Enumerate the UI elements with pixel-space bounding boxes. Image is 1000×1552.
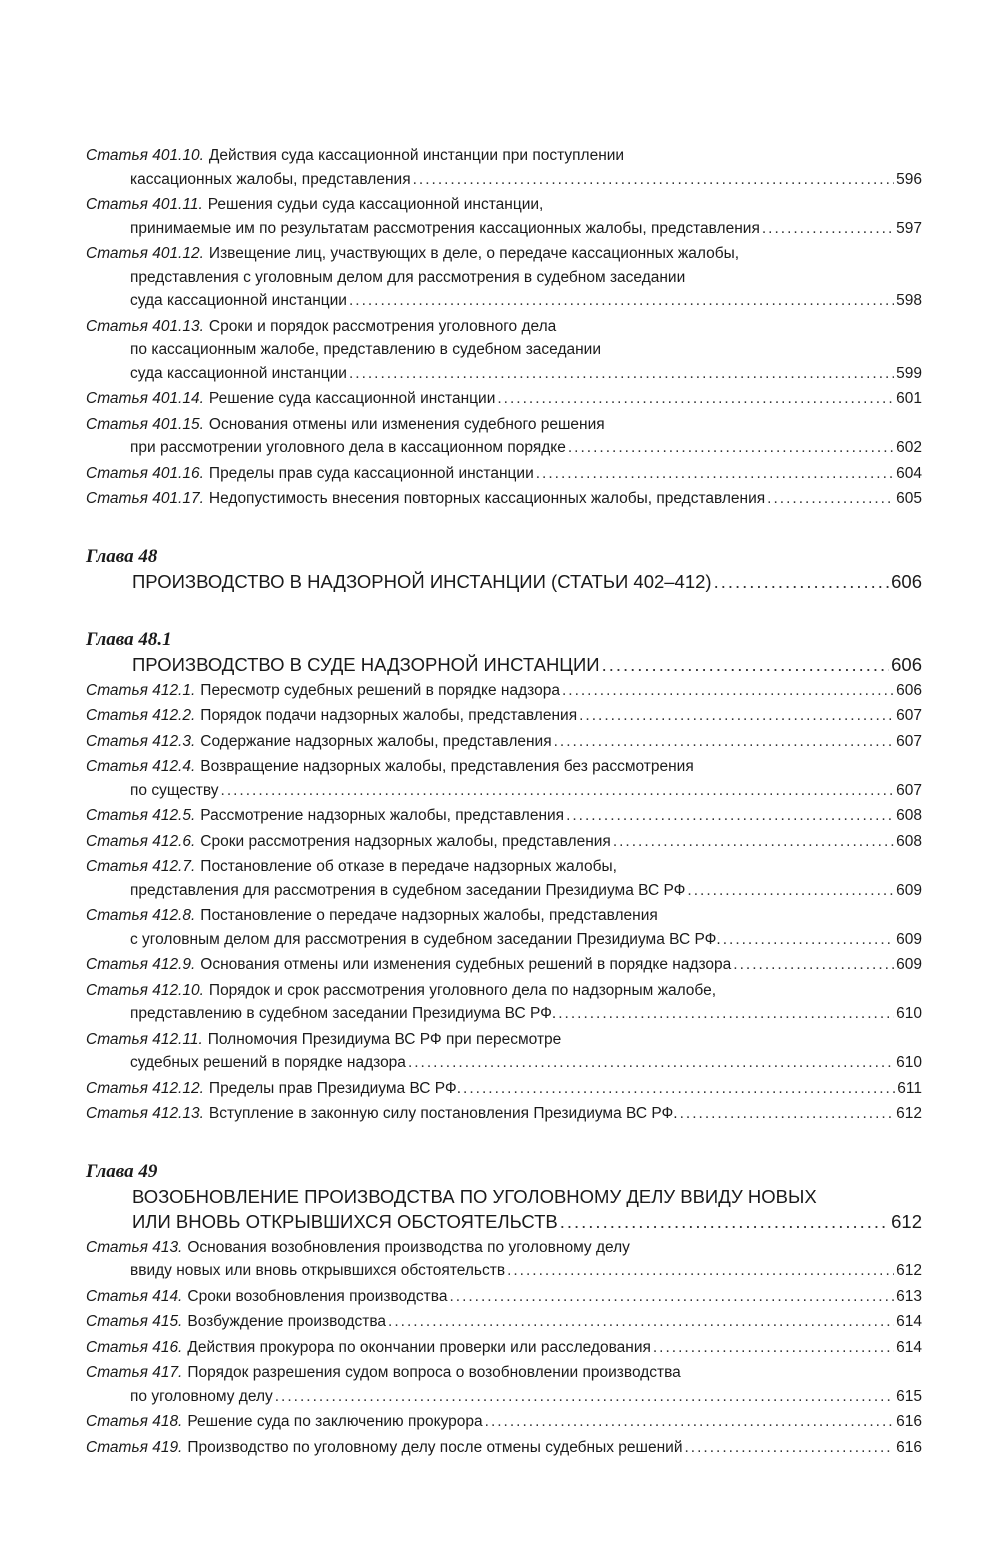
- article-title: Рассмотрение надзорных жалобы, представления: [200, 807, 565, 824]
- page-number: 606: [891, 570, 922, 592]
- toc-entry-line: [86, 387, 922, 411]
- leader-dots: [562, 679, 894, 703]
- leader-dots: [463, 1077, 895, 1101]
- toc-entry[interactable]: [86, 679, 922, 703]
- page-number: 609: [896, 881, 922, 899]
- leader-dots: [558, 1002, 894, 1026]
- toc-entry[interactable]: [86, 1077, 922, 1101]
- article-title: Производство по уголовному делу после отмены судебных решений: [187, 1438, 683, 1456]
- toc-entry-line: [86, 1259, 922, 1283]
- page-number: 607: [896, 732, 922, 750]
- toc-entry[interactable]: [86, 904, 922, 951]
- toc-entry-line: [86, 413, 922, 437]
- article-title: Сроки и порядок рассмотрения уголовного дела: [208, 317, 557, 335]
- toc-entry[interactable]: [86, 1028, 922, 1075]
- toc-entry-line: [86, 487, 922, 511]
- toc-entry[interactable]: [86, 1285, 922, 1309]
- toc-entry-line: [86, 436, 922, 460]
- toc-section: [86, 628, 922, 1126]
- page-number: 607: [896, 781, 922, 799]
- leader-dots: [714, 569, 890, 594]
- toc-entry[interactable]: [86, 730, 922, 754]
- article-title: при рассмотрении уголовного дела в кассационном порядке: [130, 439, 566, 456]
- article-number: Статья 412.3.: [86, 732, 196, 750]
- page-number: 602: [896, 439, 922, 456]
- leader-dots: [536, 462, 894, 486]
- chapter-label: Глава 49: [86, 1160, 158, 1182]
- article-number: Статья 412.12.: [86, 1079, 204, 1097]
- article-title: суда кассационной инстанции: [130, 292, 347, 309]
- page-number: 601: [896, 390, 922, 407]
- leader-dots: [349, 362, 894, 386]
- article-title: Решения судьи суда кассационной инстанции,: [207, 196, 544, 213]
- chapter-title: [86, 652, 922, 677]
- page-number: 610: [896, 1054, 922, 1071]
- toc-entry-line: [86, 362, 922, 386]
- chapter-title-line: [132, 1209, 922, 1234]
- leader-dots: [762, 217, 894, 241]
- toc-entry-line: [86, 804, 922, 828]
- article-title: Основания отмены или изменения судебных решений в порядке надзора: [200, 956, 732, 973]
- article-number: Статья 401.15.: [86, 415, 204, 433]
- page-number: 616: [896, 1438, 922, 1456]
- page-number: 596: [896, 170, 922, 188]
- article-title: Пределы прав Президиума ВС РФ.: [208, 1079, 462, 1097]
- toc-entry-line: [86, 1410, 922, 1434]
- article-title: с уголовным делом для рассмотрения в судебном заседании Президиума ВС РФ.: [130, 930, 721, 948]
- article-number: Статья 412.5.: [86, 807, 196, 824]
- leader-dots: [507, 1259, 894, 1283]
- leader-dots: [349, 289, 894, 313]
- article-number: Статья 412.11.: [86, 1030, 203, 1048]
- toc-entry[interactable]: [86, 1436, 922, 1460]
- leader-dots: [684, 1436, 894, 1460]
- article-title: Полномочия Президиума ВС РФ при пересмотре: [207, 1030, 562, 1048]
- toc-entry[interactable]: [86, 413, 922, 460]
- article-number: Статья 412.2.: [86, 707, 196, 724]
- leader-dots: [497, 387, 894, 411]
- article-title: Сроки рассмотрения надзорных жалобы, представления: [200, 832, 611, 850]
- toc-entry-line: [86, 953, 922, 977]
- article-title: Пределы прав суда кассационной инстанции: [208, 464, 534, 482]
- page-number: 612: [891, 1210, 922, 1232]
- toc-entry[interactable]: [86, 855, 922, 902]
- toc-entry-line: [86, 1051, 922, 1075]
- toc-entry-line: [86, 755, 922, 779]
- article-number: Статья 401.11.: [86, 196, 203, 213]
- chapter-label: Глава 48.1: [86, 628, 172, 650]
- toc-entry-line: [86, 1385, 922, 1409]
- page-number: 614: [896, 1338, 922, 1356]
- article-title: представления для рассмотрения в судебном заседании Президиума ВС РФ: [130, 881, 686, 899]
- leader-dots: [408, 1051, 894, 1075]
- article-title: Извещение лиц, участвующих в деле, о передаче кассационных жалобы,: [208, 245, 740, 262]
- article-title: Основания возобновления производства по уголовному делу: [187, 1238, 630, 1256]
- chapter-title-text: ПРОИЗВОДСТВО В НАДЗОРНОЙ ИНСТАНЦИИ (СТАТЬИ 402–412): [132, 570, 712, 592]
- toc-entry-line: [86, 704, 922, 728]
- article-title: по кассационным жалобе, представлению в судебном заседании: [130, 341, 601, 358]
- toc-entry[interactable]: [86, 144, 922, 191]
- toc-entry-line: [86, 315, 922, 339]
- toc-entry-line: [86, 462, 922, 486]
- article-number: Статья 419.: [86, 1438, 183, 1456]
- article-title: Основания отмены или изменения судебного решения: [208, 415, 605, 433]
- article-title: Недопустимость внесения повторных кассационных жалобы, представления: [208, 490, 766, 507]
- article-number: Статья 412.7.: [86, 858, 196, 875]
- article-number: Статья 416.: [86, 1338, 183, 1356]
- page-number: 608: [896, 807, 922, 824]
- toc-entry-line: [86, 904, 922, 928]
- page-number: 599: [896, 364, 922, 382]
- table-of-contents: [86, 144, 922, 1461]
- page-number: 609: [896, 956, 922, 973]
- chapter-title-text: ИЛИ ВНОВЬ ОТКРЫВШИХСЯ ОБСТОЯТЕЛЬСТВ: [132, 1210, 558, 1232]
- page-number: 598: [896, 292, 922, 309]
- toc-entry[interactable]: [86, 315, 922, 386]
- toc-entry-line: [86, 1236, 922, 1260]
- leader-dots: [485, 1410, 894, 1434]
- article-title: Постановление о передаче надзорных жалобы, представления: [200, 907, 658, 924]
- article-title: Решение суда кассационной инстанции: [208, 390, 496, 407]
- article-title: принимаемые им по результатам рассмотрения кассационных жалобы, представления: [130, 219, 760, 237]
- toc-entry[interactable]: [86, 462, 922, 486]
- toc-entry-line: [86, 1102, 922, 1126]
- leader-dots: [687, 879, 894, 903]
- article-number: Статья 412.8.: [86, 907, 196, 924]
- toc-section: [86, 1160, 922, 1460]
- page-number: 606: [891, 653, 922, 675]
- article-number: Статья 414.: [86, 1287, 183, 1305]
- toc-entry-line: [86, 242, 922, 266]
- chapter-title-line: [132, 652, 922, 677]
- article-number: Статья 401.12.: [86, 245, 204, 262]
- leader-dots: [566, 804, 894, 828]
- leader-dots: [275, 1385, 894, 1409]
- toc-entry[interactable]: [86, 1310, 922, 1334]
- toc-entry-line: [86, 266, 922, 290]
- toc-entry[interactable]: [86, 487, 922, 511]
- toc-entry[interactable]: [86, 387, 922, 411]
- article-title: представлению в судебном заседании Президиума ВС РФ.: [130, 1005, 557, 1022]
- article-number: Статья 412.13.: [86, 1105, 204, 1122]
- article-title: Порядок и срок рассмотрения уголовного дела по надзорным жалобе,: [208, 981, 717, 999]
- toc-entry-line: [86, 1336, 922, 1360]
- article-number: Статья 412.9.: [86, 956, 196, 973]
- toc-entry-line: [86, 928, 922, 952]
- toc-entry-line: [86, 1436, 922, 1460]
- leader-dots: [680, 1102, 895, 1126]
- article-number: Статья 412.10.: [86, 981, 204, 999]
- page-number: 612: [896, 1262, 922, 1279]
- leader-dots: [554, 730, 895, 754]
- page-number: 608: [896, 832, 922, 850]
- article-title: Постановление об отказе в передаче надзорных жалобы,: [200, 858, 617, 875]
- article-number: Статья 401.14.: [86, 390, 204, 407]
- article-number: Статья 401.17.: [86, 490, 204, 507]
- leader-dots: [767, 487, 894, 511]
- article-title: Содержание надзорных жалобы, представления: [200, 732, 552, 750]
- leader-dots: [579, 704, 894, 728]
- toc-entry[interactable]: [86, 830, 922, 854]
- toc-entry-line: [86, 217, 922, 241]
- article-title: Порядок подачи надзорных жалобы, представления: [200, 707, 578, 724]
- toc-entry-line: [86, 289, 922, 313]
- leader-dots: [221, 779, 895, 803]
- chapter-title-text: ПРОИЗВОДСТВО В СУДЕ НАДЗОРНОЙ ИНСТАНЦИИ: [132, 653, 600, 675]
- toc-entry-line: [86, 855, 922, 879]
- page-number: 609: [896, 930, 922, 948]
- chapter-title-line: [132, 1184, 922, 1209]
- article-title: представления с уголовным делом для рассмотрения в судебном заседании: [130, 268, 686, 286]
- article-number: Статья 418.: [86, 1413, 183, 1430]
- article-number: Статья 412.6.: [86, 832, 196, 850]
- article-title: по уголовному делу: [130, 1387, 273, 1405]
- toc-entry-line: [86, 730, 922, 754]
- article-title: Сроки возобновления производства: [187, 1287, 448, 1305]
- article-number: Статья 412.4.: [86, 758, 196, 775]
- chapter-title-line: [132, 569, 922, 594]
- article-title: Действия суда кассационной инстанции при поступлении: [208, 147, 625, 164]
- toc-entry-line: [86, 1002, 922, 1026]
- toc-entry-line: [86, 1285, 922, 1309]
- article-title: судебных решений в порядке надзора: [130, 1054, 406, 1071]
- leader-dots: [568, 436, 894, 460]
- leader-dots: [560, 1209, 889, 1234]
- toc-entry-line: [86, 779, 922, 803]
- toc-entry[interactable]: [86, 1361, 922, 1408]
- article-title: Возвращение надзорных жалобы, представления без рассмотрения: [200, 758, 694, 775]
- page-number: 615: [896, 1387, 922, 1405]
- article-title: ввиду новых или вновь открывшихся обстоятельств: [130, 1262, 506, 1279]
- toc-section: [86, 545, 922, 594]
- page-number: 612: [896, 1105, 922, 1122]
- article-title: Порядок разрешения судом вопроса о возобновлении производства: [187, 1364, 681, 1381]
- chapter-label: Глава 48: [86, 545, 158, 567]
- page-number: 604: [896, 464, 922, 482]
- page-number: 605: [896, 490, 922, 507]
- leader-dots: [733, 953, 894, 977]
- page-number: 607: [896, 707, 922, 724]
- article-title: Возбуждение производства: [187, 1313, 387, 1330]
- chapter-title: [86, 1184, 922, 1234]
- toc-entry-line: [86, 168, 922, 192]
- page-number: 616: [896, 1413, 922, 1430]
- toc-entry[interactable]: [86, 1236, 922, 1283]
- article-title: Пересмотр судебных решений в порядке надзора: [200, 681, 560, 699]
- toc-entry[interactable]: [86, 804, 922, 828]
- toc-entry[interactable]: [86, 1102, 922, 1126]
- toc-entry-line: [86, 144, 922, 168]
- leader-dots: [602, 652, 890, 677]
- toc-section: [86, 144, 922, 511]
- toc-entry[interactable]: [86, 242, 922, 313]
- toc-entry[interactable]: [86, 979, 922, 1026]
- article-number: Статья 412.1.: [86, 681, 196, 699]
- chapter-title: [86, 569, 922, 594]
- toc-entry[interactable]: [86, 755, 922, 802]
- toc-entry-line: [86, 1361, 922, 1385]
- toc-entry-line: [86, 679, 922, 703]
- article-title: Решение суда по заключению прокурора: [187, 1413, 483, 1430]
- toc-entry[interactable]: [86, 1336, 922, 1360]
- article-number: Статья 417.: [86, 1364, 183, 1381]
- toc-entry-line: [86, 979, 922, 1003]
- page-number: 606: [896, 681, 922, 699]
- article-number: Статья 413.: [86, 1238, 183, 1256]
- leader-dots: [723, 928, 894, 952]
- toc-entry-line: [86, 1310, 922, 1334]
- leader-dots: [653, 1336, 894, 1360]
- article-title: по существу: [130, 781, 219, 799]
- toc-entry-line: [86, 1077, 922, 1101]
- article-title: суда кассационной инстанции: [130, 364, 347, 382]
- leader-dots: [613, 830, 894, 854]
- leader-dots: [413, 168, 895, 192]
- toc-entry-line: [86, 879, 922, 903]
- page-number: 614: [896, 1313, 922, 1330]
- article-number: Статья 401.13.: [86, 317, 204, 335]
- leader-dots: [388, 1310, 894, 1334]
- page-number: 611: [897, 1079, 922, 1097]
- toc-entry[interactable]: [86, 953, 922, 977]
- page-number: 610: [896, 1005, 922, 1022]
- article-title: Вступление в законную силу постановления Президиума ВС РФ.: [208, 1105, 678, 1122]
- page-number: 597: [896, 219, 922, 237]
- toc-entry-line: [86, 338, 922, 362]
- toc-entry-line: [86, 1028, 922, 1052]
- chapter-title-text: ВОЗОБНОВЛЕНИЕ ПРОИЗВОДСТВА ПО УГОЛОВНОМУ ДЕЛУ ВВИДУ НОВЫХ: [132, 1185, 817, 1207]
- article-title: Действия прокурора по окончании проверки или расследования: [187, 1338, 651, 1356]
- toc-entry[interactable]: [86, 704, 922, 728]
- article-number: Статья 401.16.: [86, 464, 204, 482]
- toc-entry-line: [86, 193, 922, 217]
- article-title: кассационных жалобы, представления: [130, 170, 411, 188]
- toc-entry[interactable]: [86, 193, 922, 240]
- page-number: 613: [896, 1287, 922, 1305]
- toc-entry-line: [86, 830, 922, 854]
- leader-dots: [449, 1285, 894, 1309]
- article-number: Статья 415.: [86, 1313, 183, 1330]
- toc-entry[interactable]: [86, 1410, 922, 1434]
- article-number: Статья 401.10.: [86, 147, 204, 164]
